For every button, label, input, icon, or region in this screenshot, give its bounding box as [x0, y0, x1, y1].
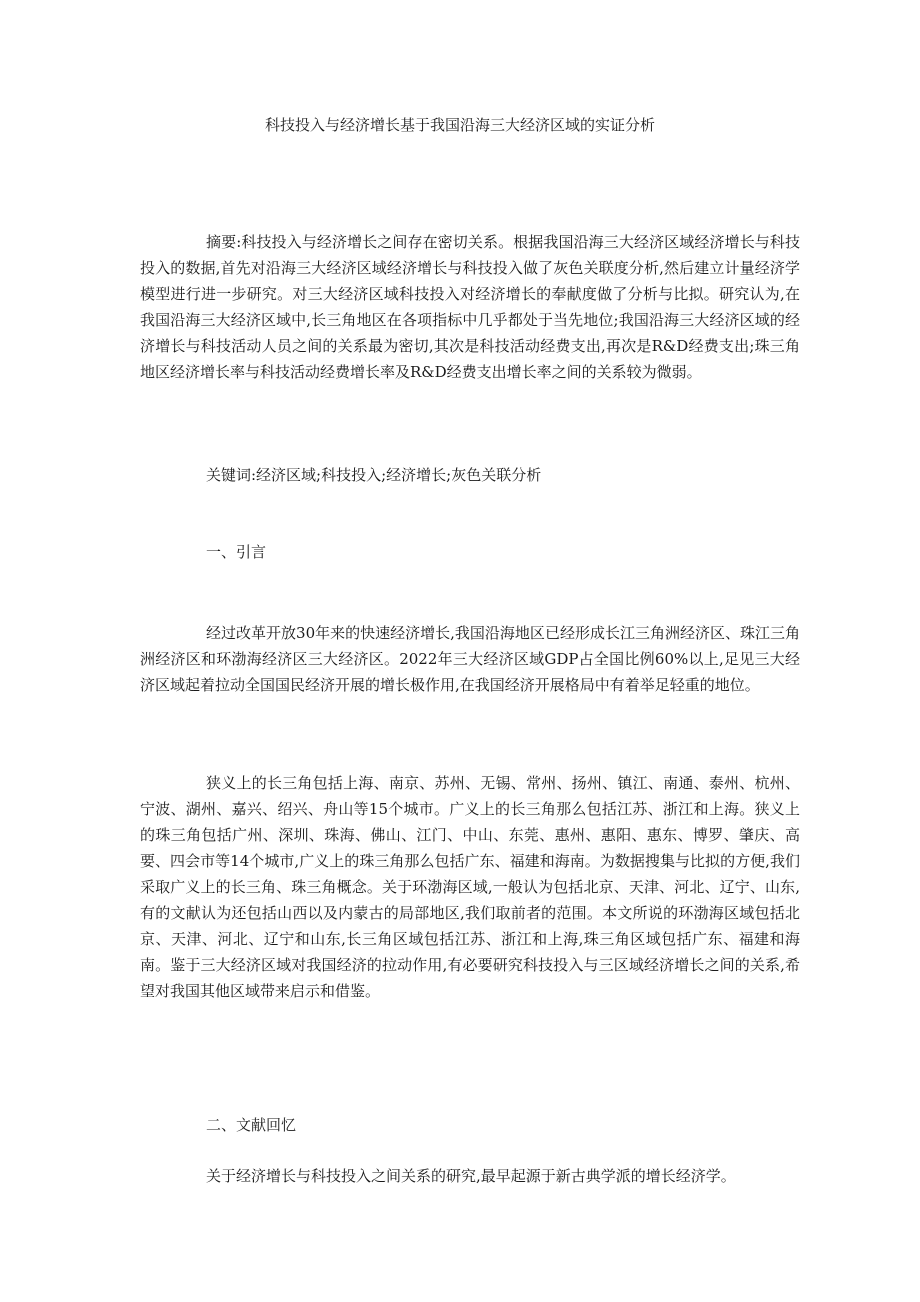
section-heading-literature-review: 二、文献回忆 — [206, 1116, 297, 1134]
abstract-paragraph: 摘要:科技投入与经济增长之间存在密切关系。根据我国沿海三大经济区域经济增长与科技投入的数据,首先对沿海三大经济区域经济增长与科技投入做了灰色关联度分析,然后建立计量经济学模型进行进一步研究。对三大经济区域科技投入对经济增长的奉献度做了分析与比拟。研究认为,在我国沿海三大经济区域中,长三角地区在各项指标中几乎都处于当先地位;我国沿海三大经济区域的经济增长与科技活动人员之间的关系最为密切,其次是科技活动经费支出,再次是R&D经费支出;珠三角地区经济增长率与科技活动经费增长率及R&D经费支出增长率之间的关系较为微弱。 — [140, 233, 800, 381]
body-paragraph: 经过改革开放30年来的快速经济增长,我国沿海地区已经形成长江三角洲经济区、珠江三角洲经济区和环渤海经济区三大经济区。2022年三大经济区域GDP占全国比例60%以上,足见三大经济区域起着拉动全国国民经济开展的增长极作用,在我国经济开展格局中有着举足轻重的地位。 — [140, 624, 800, 694]
body-paragraph: 关于经济增长与科技投入之间关系的研究,最早起源于新古典学派的增长经济学。 — [206, 1167, 736, 1185]
section-heading-introduction: 一、引言 — [206, 543, 267, 561]
document-title: 科技投入与经济增长基于我国沿海三大经济区域的实证分析 — [264, 116, 655, 134]
keywords-line: 关键词:经济区域;科技投入;经济增长;灰色关联分析 — [206, 466, 542, 484]
body-paragraph: 狭义上的长三角包括上海、南京、苏州、无锡、常州、扬州、镇江、南通、泰州、杭州、宁波、湖州、嘉兴、绍兴、舟山等15个城市。广义上的长三角那么包括江苏、浙江和上海。狭义上的珠三角包括广州、深圳、珠海、佛山、江门、中山、东莞、惠州、惠阳、惠东、博罗、肇庆、高要、四会市等14个城市,广义上的珠三角那么包括广东、福建和海南。为数据搜集与比拟的方便,我们采取广义上的长三角、珠三角概念。关于环渤海区域,一般认为包括北京、天津、河北、辽宁、山东,有的文献认为还包括山西以及内蒙古的局部地区,我们取前者的范围。本文所说的环渤海区域包括北京、天津、河北、辽宁和山东,长三角区域包括江苏、浙江和上海,珠三角区域包括广东、福建和海南。鉴于三大经济区域对我国经济的拉动作用,有必要研究科技投入与三区域经济增长之间的关系,希望对我国其他区域带来启示和借鉴。 — [140, 774, 800, 1000]
